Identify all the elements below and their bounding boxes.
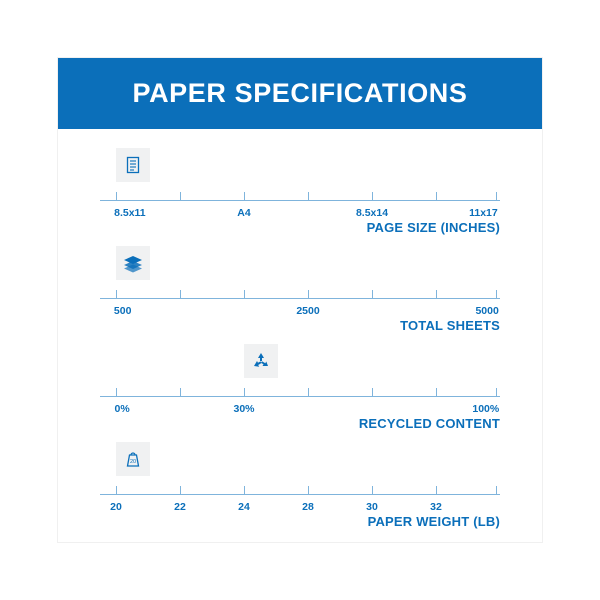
tick-label: A4	[237, 207, 251, 219]
axis-title-total-sheets: TOTAL SHEETS	[400, 318, 500, 333]
tick-label: 8.5x14	[355, 207, 389, 219]
tick-label: 22	[174, 501, 186, 513]
spec-card	[58, 58, 542, 542]
axis-total-sheets	[100, 298, 500, 317]
tick-label: 500	[113, 305, 132, 317]
tick-label: 2500	[296, 305, 320, 317]
axis-title-paper-weight: PAPER WEIGHT (LB)	[367, 514, 500, 529]
document-icon	[116, 148, 150, 182]
tick-label: 100%	[472, 403, 500, 415]
tick-label: 11x17	[469, 207, 498, 219]
header-banner	[58, 58, 542, 129]
weight-icon	[116, 442, 150, 476]
tick-label: 32	[430, 501, 442, 513]
page-title: PAPER SPECIFICATIONS	[132, 78, 468, 108]
svg-text:20: 20	[129, 459, 137, 466]
axis-page-size	[100, 200, 500, 219]
tick-label: 24	[238, 501, 250, 513]
tick-label: 20	[110, 501, 122, 513]
spec-row-paper-weight	[58, 436, 542, 534]
spec-row-recycled-content	[58, 338, 542, 436]
tick-label: 28	[302, 501, 314, 513]
stack-icon	[116, 246, 150, 280]
tick-label: 30	[366, 501, 378, 513]
axis-paper-weight	[100, 494, 500, 513]
tick-label: 30%	[233, 403, 255, 415]
tick-label: 5000	[475, 305, 499, 317]
tick-label: 0%	[114, 403, 130, 415]
recycle-icon	[244, 344, 278, 378]
spec-row-page-size	[58, 142, 542, 240]
spec-row-total-sheets	[58, 240, 542, 338]
tick-label: 8.5x11	[114, 207, 146, 219]
axis-title-recycled-content: RECYCLED CONTENT	[358, 416, 500, 431]
axis-title-page-size: PAGE SIZE (INCHES)	[366, 220, 500, 235]
axis-recycled-content	[100, 396, 500, 415]
